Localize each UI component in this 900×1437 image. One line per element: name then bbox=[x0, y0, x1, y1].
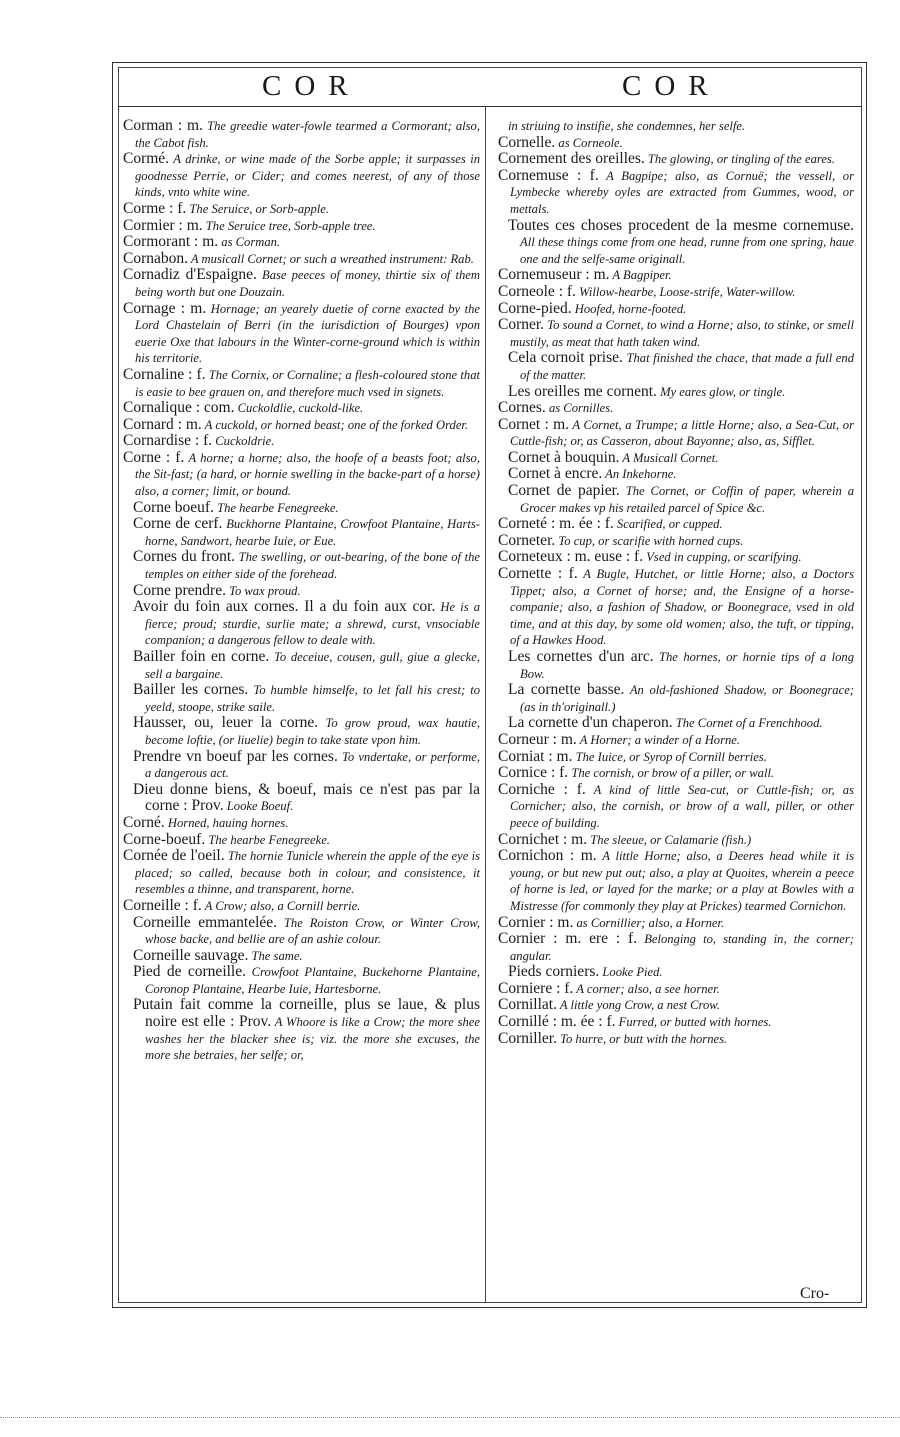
entry-headword: Cornes. bbox=[498, 399, 546, 417]
dictionary-entry bbox=[123, 267, 480, 300]
entry-gloss: A cuckold, or horned beast; one of the forked Order. bbox=[201, 417, 469, 432]
entry-gloss: The Roiston Crow, or Winter Crow, whose backe, and bellie are of an ashie colour. bbox=[145, 915, 480, 947]
entry-headword: Dieu donne biens, & boeuf, mais ce n'est pas par la corne : Prov. bbox=[133, 780, 480, 815]
entry-headword: La cornette basse. bbox=[508, 681, 625, 699]
dictionary-entry bbox=[498, 450, 854, 467]
dictionary-entry bbox=[498, 218, 854, 268]
entry-gloss: An old-fashioned Shadow, or Boonegrace; (as in th'originall.) bbox=[520, 683, 854, 714]
entry-gloss: A Whoore is like a Crow; the more shee washes her the blacker shee is; viz. the more she excuses, the more she betraies, her selfe; or, bbox=[145, 1015, 480, 1063]
running-head-right: COR bbox=[622, 70, 721, 102]
dictionary-entry bbox=[123, 749, 480, 782]
entry-headword: Corneté : m. ée : f. bbox=[498, 515, 614, 533]
entry-headword: Cornage : m. bbox=[123, 299, 207, 317]
dictionary-entry bbox=[123, 964, 480, 997]
dictionary-entry bbox=[123, 301, 480, 367]
entry-headword: Corniller. bbox=[498, 1029, 557, 1047]
entry-gloss: as Corman. bbox=[218, 235, 281, 250]
dictionary-entry bbox=[498, 765, 854, 782]
dictionary-entry bbox=[498, 516, 854, 533]
entry-headword: Cornet : m. bbox=[498, 415, 570, 433]
dictionary-entry bbox=[123, 433, 480, 450]
entry-gloss: Scarified, or cupped. bbox=[613, 517, 723, 532]
entry-gloss: A musicall Cornet; or such a wreathed instrument: Rab. bbox=[188, 251, 474, 266]
entry-gloss: All these things come from one head, runne from one spring, haue one and the selfe-same originall. bbox=[520, 235, 854, 266]
dictionary-entry bbox=[498, 749, 854, 766]
entry-headword: Cornemuse : f. bbox=[498, 166, 599, 184]
entry-headword: Cornalique : com. bbox=[123, 399, 235, 417]
entry-headword: Cornes du front. bbox=[133, 548, 236, 566]
entry-gloss: To deceiue, cousen, gull, giue a glecke, sell a bargaine. bbox=[145, 650, 480, 681]
entry-headword: Corne prendre. bbox=[133, 581, 226, 599]
entry-headword: Les cornettes d'un arc. bbox=[508, 648, 654, 665]
dictionary-entry bbox=[498, 715, 854, 732]
entry-gloss: The Cornet, or Coffin of paper, wherein a Grocer makes vp his retailed parcel of Spice &c. bbox=[520, 484, 854, 515]
entry-headword: Corne-pied. bbox=[498, 299, 572, 317]
entry-headword: Avoir du foin aux cornes. Il a du foin aux cor. bbox=[133, 598, 436, 616]
dictionary-entry bbox=[498, 533, 854, 550]
dictionary-entry bbox=[498, 1014, 854, 1031]
entry-gloss: A Bugle, Hutchet, or little Horne; also, a Doctors Tippet; also, a Cornet of horse; and, the Ensigne of a horse-companie; also, a fashion of Shadow, or Boonegrace, vsed in old time, and at this day, by some old women; also, the tuft, or tipping, of a Hawkes Hood. bbox=[510, 567, 854, 648]
entry-gloss: The glowing, or tingling of the eares. bbox=[644, 152, 835, 167]
entry-headword: Cornadiz d'Espaigne. bbox=[123, 266, 257, 284]
entry-gloss: Crowfoot Plantaine, Buckehorne Plantaine, Coronop Plantaine, Hearbe Iuie, Hartesborne. bbox=[145, 965, 481, 996]
dictionary-entry bbox=[123, 649, 480, 682]
entry-gloss: A Horner; a winder of a Horne. bbox=[576, 732, 741, 747]
entry-gloss: To cup, or scarifie with horned cups. bbox=[555, 533, 744, 548]
entry-headword: Cornier : m. bbox=[498, 913, 574, 931]
entry-gloss: The same. bbox=[248, 948, 303, 963]
header-rule bbox=[118, 106, 862, 107]
entry-headword: Cornard : m. bbox=[123, 415, 202, 433]
dictionary-entry bbox=[498, 566, 854, 649]
dictionary-entry bbox=[498, 466, 854, 483]
entry-headword: Corniche : f. bbox=[498, 780, 586, 798]
entry-gloss: in striuing to instifie, she condemnes, her selfe. bbox=[508, 119, 746, 133]
entry-headword: Corne de cerf. bbox=[133, 515, 223, 533]
dictionary-entry bbox=[123, 915, 480, 948]
column-divider bbox=[485, 106, 486, 1303]
dictionary-entry bbox=[123, 118, 480, 151]
entry-headword: Corné. bbox=[123, 813, 165, 831]
entry-gloss: as Corneole. bbox=[555, 135, 623, 150]
entry-gloss: The cornish, or brow of a piller, or wall. bbox=[568, 766, 775, 781]
entry-gloss: A little Horne; also, a Deeres head while it is young, or but new put out; also, a play at Quoites, wherein a peece of horne is led, or layed for the marke; or a play at Bowles with a Mistresse (for commonly they play at Prickes) tearmed Cornichon. bbox=[510, 849, 854, 913]
dictionary-entry bbox=[498, 782, 854, 832]
entry-headword: Cornice : f. bbox=[498, 764, 569, 782]
entry-headword: Corneille : f. bbox=[123, 896, 202, 914]
entry-headword: Cornabon. bbox=[123, 249, 189, 267]
entry-gloss: as Cornillier; also, a Horner. bbox=[573, 915, 725, 930]
left-column bbox=[123, 118, 480, 1064]
dictionary-entry bbox=[123, 848, 480, 898]
entry-gloss: A Cornet, a Trumpe; a little Horne; also, a Sea-Cut, or Cuttle-fish; or, as Casseron, about Bayonne; also, as, Sifflet. bbox=[510, 417, 854, 449]
entry-gloss: The sleeue, or Calamarie (fish.) bbox=[587, 832, 752, 847]
entry-gloss: To sound a Cornet, to wind a Horne; also, to stinke, or smell mustily, as meat that hath taken wind. bbox=[510, 318, 854, 349]
entry-headword: Cormier : m. bbox=[123, 216, 203, 234]
dictionary-entry bbox=[498, 1031, 854, 1048]
entry-headword: Toutes ces choses procedent de la mesme cornemuse. bbox=[508, 216, 854, 234]
entry-headword: Cornet de papier. bbox=[508, 482, 620, 500]
entry-gloss: The Iuice, or Syrop of Cornill berries. bbox=[572, 749, 767, 764]
entry-gloss: A kind of little Sea-cut, or Cuttle-fish; or, as Cornicher; also, the cornish, or brow of a wall, piller, or other peece of building. bbox=[510, 782, 854, 830]
entry-gloss: To vndertake, or performe, a dangerous act. bbox=[145, 749, 480, 781]
entry-headword: Bailler les cornes. bbox=[133, 681, 249, 699]
dictionary-entry bbox=[123, 948, 480, 965]
dictionary-entry bbox=[498, 682, 854, 715]
entry-gloss: Furred, or butted with hornes. bbox=[615, 1015, 772, 1030]
entry-gloss: Belonging to, standing in, the corner; angular. bbox=[510, 932, 854, 963]
entry-gloss: The Seruice, or Sorb-apple. bbox=[186, 201, 329, 216]
dictionary-entry bbox=[498, 848, 854, 914]
dictionary-entry bbox=[498, 284, 854, 301]
entry-gloss: To hurre, or butt with the hornes. bbox=[556, 1031, 728, 1046]
entry-headword: Corne boeuf. bbox=[133, 498, 214, 516]
entry-headword: Cornée de l'oeil. bbox=[123, 847, 225, 865]
entry-headword: Cornardise : f. bbox=[123, 432, 213, 450]
dictionary-entry bbox=[123, 832, 480, 849]
entry-gloss: The hearbe Fenegreeke. bbox=[213, 500, 339, 515]
dictionary-entry bbox=[123, 450, 480, 500]
dictionary-entry bbox=[123, 516, 480, 549]
dictionary-entry bbox=[123, 815, 480, 832]
entry-headword: Corniat : m. bbox=[498, 747, 573, 765]
entry-gloss: The greedie water-fowle tearmed a Cormorant; also, the Cabot fish. bbox=[135, 119, 480, 150]
dictionary-entry bbox=[498, 118, 854, 135]
dictionary-entry bbox=[498, 549, 854, 566]
dictionary-entry bbox=[123, 549, 480, 582]
entry-headword: Cornemuseur : m. bbox=[498, 266, 610, 284]
entry-headword: Cornet à encre. bbox=[508, 465, 603, 483]
entry-gloss: My eares glow, or tingle. bbox=[656, 384, 786, 399]
dictionary-entry bbox=[498, 301, 854, 318]
dictionary-entry bbox=[123, 599, 480, 649]
dictionary-entry bbox=[123, 898, 480, 915]
entry-gloss: The hornes, or hornie tips of a long Bow. bbox=[520, 650, 854, 681]
right-column bbox=[498, 118, 854, 1047]
entry-gloss: Willow-hearbe, Loose-strife, Water-willow. bbox=[575, 284, 796, 299]
dictionary-entry bbox=[498, 931, 854, 964]
entry-headword: Corne : f. bbox=[123, 448, 185, 466]
dictionary-entry bbox=[123, 715, 480, 748]
entry-headword: Corneur : m. bbox=[498, 730, 577, 748]
entry-headword: Cornement des oreilles. bbox=[498, 150, 645, 168]
dictionary-entry bbox=[123, 682, 480, 715]
dictionary-entry bbox=[498, 997, 854, 1014]
entry-headword: Corniere : f. bbox=[498, 979, 574, 997]
entry-gloss: To wax proud. bbox=[225, 583, 301, 598]
entry-headword: Cornaline : f. bbox=[123, 365, 206, 383]
running-head-left: COR bbox=[262, 70, 361, 102]
dictionary-entry bbox=[498, 732, 854, 749]
dictionary-entry bbox=[498, 317, 854, 350]
entry-headword: Corneter. bbox=[498, 531, 556, 549]
entry-headword: Corman : m. bbox=[123, 117, 203, 134]
entry-headword: Corneteux : m. euse : f. bbox=[498, 548, 644, 566]
entry-headword: Cornichon : m. bbox=[498, 847, 597, 865]
entry-gloss: Cuckoldlie, cuckold-like. bbox=[234, 401, 364, 416]
entry-gloss: To grow proud, wax hautie, become loftie, (or liuelie) begin to take state vpon him. bbox=[145, 716, 480, 747]
dictionary-entry bbox=[123, 218, 480, 235]
entry-gloss: The swelling, or out-bearing, of the bone of the temples on either side of the forehead. bbox=[145, 550, 480, 582]
dictionary-entry bbox=[123, 367, 480, 400]
entry-gloss: He is a fierce; proud; sturdie, surlie mate; a shrewd, curst, vnsociable companion; a dangerous fellow to deale with. bbox=[145, 600, 480, 648]
dictionary-entry bbox=[498, 135, 854, 152]
entry-gloss: A Bagpiper. bbox=[609, 268, 672, 283]
entry-gloss: A horne; a horne; also, the hoofe of a beasts foot; also, the Sit-fast; (a hard, or hornie swelling in the backe-part of a horse) also, a corner; limit, or bound. bbox=[135, 450, 480, 499]
entry-headword: Cela cornoit prise. bbox=[508, 349, 623, 367]
entry-headword: La cornette d'un chaperon. bbox=[508, 714, 673, 732]
dictionary-entry bbox=[498, 417, 854, 450]
dictionary-entry bbox=[498, 350, 854, 383]
dictionary-entry bbox=[123, 997, 480, 1063]
dictionary-entry bbox=[498, 483, 854, 516]
entry-gloss: The hearbe Fenegreeke. bbox=[205, 832, 330, 847]
entry-headword: Corneille sauvage. bbox=[133, 946, 249, 964]
entry-gloss: Horned, hauing hornes. bbox=[164, 815, 289, 830]
entry-gloss: Looke Pied. bbox=[599, 965, 663, 980]
entry-gloss: The Cornet of a Frenchhood. bbox=[672, 716, 823, 731]
entry-headword: Pieds corniers. bbox=[508, 963, 600, 981]
dictionary-entry bbox=[498, 384, 854, 401]
dictionary-entry bbox=[498, 832, 854, 849]
entry-headword: Cornillat. bbox=[498, 996, 557, 1014]
entry-headword: Cormé. bbox=[123, 150, 170, 168]
dictionary-entry bbox=[123, 201, 480, 218]
dictionary-entry bbox=[498, 267, 854, 284]
entry-gloss: Vsed in cupping, or scarifying. bbox=[643, 550, 802, 565]
dictionary-entry bbox=[498, 915, 854, 932]
dictionary-entry bbox=[498, 649, 854, 682]
entry-headword: Cornelle. bbox=[498, 133, 556, 151]
entry-headword: Cornette : f. bbox=[498, 565, 578, 583]
entry-headword: Cornier : m. ere : f. bbox=[498, 930, 638, 948]
entry-gloss: Buckhorne Plantaine, Crowfoot Plantaine, Harts-horne, Sandwort, hearbe Iuie, or Eue. bbox=[145, 517, 480, 548]
entry-headword: Hausser, ou, leuer la corne. bbox=[133, 714, 319, 732]
entry-headword: Cornet à bouquin. bbox=[508, 448, 620, 466]
scan-edge-rule bbox=[0, 1417, 900, 1418]
entry-headword: Corneille emmantelée. bbox=[133, 913, 278, 931]
dictionary-entry bbox=[498, 964, 854, 981]
entry-headword: Putain fait comme la corneille, plus se laue, & plus noire est elle : Prov. bbox=[133, 996, 480, 1031]
entry-headword: Pied de corneille. bbox=[133, 963, 246, 981]
entry-gloss: The Seruice tree, Sorb-apple tree. bbox=[202, 218, 376, 233]
entry-gloss: Looke Boeuf. bbox=[223, 799, 294, 814]
dictionary-entry bbox=[123, 151, 480, 201]
entry-headword: Cornillé : m. ée : f. bbox=[498, 1013, 616, 1031]
entry-gloss: A Bagpipe; also, as Cornuë; the vessell, or Lymbecke whereby oyles are extracted from Gummes, wood, or mettals. bbox=[510, 168, 854, 216]
entry-headword: Bailler foin en corne. bbox=[133, 648, 270, 665]
entry-gloss: A little yong Crow, a nest Crow. bbox=[556, 998, 720, 1013]
entry-gloss: An Inkehorne. bbox=[602, 467, 677, 482]
dictionary-entry bbox=[498, 151, 854, 168]
dictionary-entry bbox=[498, 168, 854, 218]
entry-gloss: Base peeces of money, thirtie six of them being worth but one Douzain. bbox=[135, 268, 480, 299]
entry-gloss: A corner; also, a see horner. bbox=[573, 981, 720, 996]
entry-headword: Cornichet : m. bbox=[498, 830, 588, 848]
entry-gloss: Hoofed, horne-footed. bbox=[571, 301, 687, 316]
entry-headword: Corner. bbox=[498, 316, 545, 334]
dictionary-entry bbox=[123, 400, 480, 417]
entry-gloss: To humble himselfe, to let fall his crest; to yeeld, stoope, strike saile. bbox=[145, 683, 480, 714]
entry-headword: Prendre vn boeuf par les cornes. bbox=[133, 747, 338, 765]
entry-headword: Les oreilles me cornent. bbox=[508, 382, 657, 400]
entry-gloss: The Cornix, or Cornaline; a flesh-coloured stone that is easie to bee grauen on, and therefore much vsed in signets. bbox=[135, 367, 480, 399]
entry-headword: Corneole : f. bbox=[498, 282, 576, 300]
dictionary-entry bbox=[498, 400, 854, 417]
entry-gloss: Cuckoldrie. bbox=[212, 434, 275, 449]
entry-gloss: as Cornilles. bbox=[545, 401, 614, 416]
dictionary-entry bbox=[123, 251, 480, 268]
dictionary-entry bbox=[123, 417, 480, 434]
dictionary-entry bbox=[498, 981, 854, 998]
entry-gloss: A Crow; also, a Cornill berrie. bbox=[201, 898, 361, 913]
dictionary-entry bbox=[123, 782, 480, 815]
entry-gloss: A Musicall Cornet. bbox=[619, 450, 719, 465]
entry-gloss: A drinke, or wine made of the Sorbe apple; it surpasses in goodnesse Perrie, or Cider; and comes neerest, of any of those kinds, vnto white wine. bbox=[135, 152, 480, 200]
entry-headword: Cormorant : m. bbox=[123, 233, 219, 251]
entry-headword: Corme : f. bbox=[123, 199, 187, 217]
entry-gloss: The hornie Tunicle wherein the apple of the eye is placed; so called, because both in colour, and consistence, it resembles a thinne, and transparent, horne. bbox=[135, 849, 481, 897]
entry-gloss: Hornage; an yearely duetie of corne exacted by the Lord Chastelain of Berri (in the iurisdiction of Bourges) vpon euerie Oxe that labours in the Winter-corne-ground which is within his territorie. bbox=[135, 301, 480, 366]
dictionary-entry bbox=[123, 583, 480, 600]
catchword: Cro- bbox=[800, 1285, 830, 1302]
dictionary-entry bbox=[123, 234, 480, 251]
entry-gloss: That finished the chace, that made a full end of the matter. bbox=[520, 351, 854, 382]
entry-headword: Corne-boeuf. bbox=[123, 830, 206, 848]
dictionary-entry bbox=[123, 500, 480, 517]
